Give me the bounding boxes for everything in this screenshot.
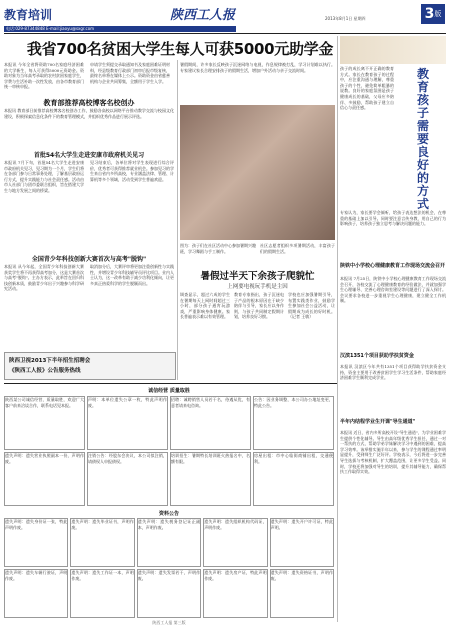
lead-article-col1: 本报讯 今年全省将资助700名家庭经济困难的大学新生，每人可获得5000元资助金。资助对象为当年高考录取的农村贫困家庭学生，学费与生活补助一次性发放，由各市教育部门统一审核申报。: [4, 62, 84, 90]
lower-section-title-2: 资料公告: [158, 511, 179, 517]
classified-item: 声明：本单位遗失公章一枚，特此声明作废。: [87, 396, 168, 450]
science-article-col2: 取消加分后，大赛评审将更加注重创新性与实践性，并增设青少年科技辅导员评比项目。业内人士认为，这一改革有助于减少功利化倾向，让更多真正热爱科学的学生脱颖而出。: [90, 264, 174, 286]
classified-item: 遗失声明：遗失营业执照副本一份，声明作废。: [4, 452, 85, 506]
center-article-col1: 调查显示，超过六成的学生在暑期每天上网时间超过三小时，部分孩子通宵玩游戏，严重影响身体健康。家长普遍表示难以有效管理。: [180, 292, 230, 320]
ad-line-1: 陕西卫视2013下半年招生招聘会: [9, 358, 91, 364]
notice-item: 遗失声明：遗失发票若干，声明作废。: [137, 569, 201, 618]
classified-item: 培训招生：暑期特长培训班火热报名中，名额有限。: [170, 452, 251, 506]
notice-item: 遗失声明：遗失组织机构代码证，声明作废。: [203, 518, 267, 567]
notice-item: 遗失声明：遗失毕业证书，声明作废。: [70, 518, 134, 567]
right-title-char: 子: [416, 106, 429, 120]
right-title-char: 孩: [416, 93, 429, 107]
right-title-char: 育: [416, 80, 429, 94]
classified-item: 陕西某公司诚信经营，质量取胜，欢迎广大客户前来洽谈合作，联系电话见本报。: [4, 396, 85, 450]
right-subhead-3: 半年内结程学业生开课"导生通道": [340, 419, 416, 425]
photo-caption-col1: 图为：孩子们在社区活动中心参加暑期兴趣班，学习舞蹈与手工制作。: [180, 243, 256, 254]
center-article-col2: 教育专家指出，孩子沉迷电子产品的根本原因在于缺少陪伴与引导，家长应以身作则，与孩子共同制定假期计划，培养良好习惯。: [234, 292, 284, 320]
right-intro: 孩子的成长离不开正确的教育方式。家长在教育孩子的过程中，应注重沟通与理解，尊重孩子的个性，避免简单粗暴的说教。良好的家庭氛围是孩子健康成长的基础，父母应多陪伴、多鼓励，帮助孩子建立自信心与责任感。: [340, 66, 394, 111]
blog-article: 本报讯 教育部日前推荐高校博客名校创办工作，鼓励各高校以网络平台推动教学交流与校园文化建设，积极探索信息化条件下的教育管理模式，并组织优秀作品进行展示评选。: [4, 108, 174, 119]
column-divider: [177, 60, 178, 380]
intern-article-col2: 见习结束后，各单位将对学生表现进行综合评价，优秀者可获得推荐就业机会。参加见习的学生来自省内多所高校，专业涵盖法律、管理、计算机等多个领域，活动受到学生普遍欢迎。: [90, 160, 174, 182]
right-title-char: 教: [416, 67, 429, 81]
center-subhead: 上网要电视玩手机是主因: [227, 284, 288, 290]
right-title-char: 好: [416, 158, 429, 172]
photo-caption-col2: 社区志愿者组织多项暑期活动，丰富孩子们的假期生活。: [260, 243, 335, 254]
right-article-2: 本报讯 汉滨区今年共有1351个项目获得助学扶贫资金支持，资金主要用于改善贫困学生学习生活条件，帮助家庭经济困难学生顺利完成学业。: [340, 364, 446, 381]
subhead-intern: 首批54名大学生走进安康市政府机关见习: [33, 152, 145, 159]
right-title-char: 良: [416, 145, 429, 159]
main-headline: 我省700名贫困大学生每人可获5000元助学金: [26, 40, 334, 58]
classifieds-grid-2: [4, 518, 334, 618]
contact-bar: 电话:029-87344848 E-mail:jiaoyu@sxgr.com: [4, 26, 236, 32]
intern-article-col1: 本报讯 7月下旬，首批54名大学生走进安康市政府机关见习，见习期为一个月，学生们将在各部门参与日常事务处理，了解基层政府运行方式，提升实践能力与社会责任感。活动由市人社部门与团市委联合组织，旨在搭建大学生与地方发展之间的桥梁。: [4, 160, 84, 193]
right-title-char: 式: [416, 197, 429, 211]
lead-article-col2: 申请学生须提交录取通知书及家庭困难证明材料，经县级教育行政部门初审后报市级复核，最终名单将在媒体上公示。资助资金由省慈善机构与企业共同筹集，全额用于学生入学。: [90, 62, 170, 84]
classified-item: 房屋出租：市中心临街商铺出租，交通便利。: [253, 452, 334, 506]
notice-item: 遗失声明：遗失车辆行驶证，声明作废。: [4, 569, 68, 618]
meta-right: 2013年8月1日 星期四: [325, 16, 366, 21]
right-subhead-1: 陕铁中小学校心理健康教育工作现场交流会召开: [340, 263, 446, 269]
right-title-char: 需: [416, 119, 429, 133]
notice-item: 遗失声明：遗失税务登记证正副本，声明作废。: [137, 518, 201, 567]
right-article-3: 本报讯 近日，省内多所高校开设"导生通道"，为学业困难学生提供个性化辅导。导生由高年级优秀学生担任，通过一对一帮扶的方式，帮助学弟学妹解决学习中遇到的困难，提高学习效率。该举措实施半年以来，参与学生的课程通过率明显提升，受到师生广泛好评。学校表示，今后将进一步完善导生选拔与考核机制，扩大覆盖范围，让更多学生受益。同时，学校还将加强对导生的培训，提升其辅导能力，确保帮扶工作取得实效。: [340, 430, 446, 475]
notice-item: 遗失声明：遗失房产证，特此声明作废。: [203, 569, 267, 618]
page-number-badge: [421, 4, 445, 24]
center-photo: [180, 105, 335, 240]
header-rule: [4, 33, 446, 34]
ad-line-2: 《陕西工人报》公告服务热线: [9, 368, 81, 374]
page-suffix: 版: [434, 10, 442, 18]
footer-text: 陕西工人报 第三版: [152, 620, 186, 625]
center-headline: 暑假过半天下余孩子爬貌忙: [200, 271, 315, 282]
notice-item: 遗失声明：遗失身份证一张，特此声明作废。: [4, 518, 68, 567]
classified-item: 注销公告：经股东会决议，本公司拟注销，请债权人申报债权。: [87, 452, 168, 506]
right-title-char: 方: [416, 184, 429, 198]
column-divider: [337, 36, 338, 622]
section-title: 教育培训: [4, 8, 53, 22]
right-subhead-2: 汉滨1351个项目获助学扶贫资金: [340, 353, 414, 359]
subhead-blog: 教育部推荐高校博客名校创办: [43, 99, 135, 107]
notice-item: 遗失声明：遗失开户许可证，特此声明。: [270, 518, 334, 567]
center-article-col3: 学校也应加强暑期引导，布置实践类作业，鼓励学生参加社会公益活动，让假期成为成长的好时机。（记者 王敏）: [288, 292, 335, 320]
classified-item: 公告：因业务调整，本公司办公地址变更，特此公告。: [253, 396, 334, 450]
right-column-title: [400, 68, 446, 218]
right-banner: [340, 36, 446, 64]
classified-item: 招聘：诚聘销售人员若干名，待遇从优，有意者请来电咨询。: [170, 396, 251, 450]
subhead-science: 全国青少年科技创新大赛首次与高考"脱钩": [31, 256, 147, 263]
lower-section-title-1: 诚信经营 质量取胜: [148, 388, 190, 394]
right-title-char: 的: [416, 171, 429, 185]
notice-item: 遗失声明：遗失资格证书，声明作废。: [270, 569, 334, 618]
science-article-col1: 本报讯 从今年起，全国青少年科技创新大赛获奖学生将不再获得高考加分，这是大赛首次与高考"脱钩"。主办方表示，此举旨在回归科技创新本质，鼓励青少年出于兴趣参与科学研究活动。: [4, 264, 84, 292]
lower-section-rule: [4, 383, 337, 384]
masthead: 陕西工人报: [170, 8, 236, 23]
right-title-char: 要: [416, 132, 429, 146]
right-article-body: 专家认为，家长要学会倾听，给孩子表达想法的机会，在尊重的基础上加以引导。同时要注意言传身教，用自己的行为影响孩子，培养孩子独立思考与解决问题的能力。: [340, 210, 446, 227]
center-article-top: 暑假期间，许多家长反映孩子沉迷网络与电视，作息规律被打乱，学习计划难以执行。专家建议家长合理安排孩子的假期生活，增加户外活动与亲子交流时间。: [180, 62, 335, 73]
ad-box: [4, 352, 176, 380]
page-number: 3: [424, 6, 435, 22]
right-article-1: 本报讯 7月25日，陕铁中小学校心理健康教育工作现场交流会召开，各校交流了心理健康教育的经验做法，并就加强学生心理辅导、完善心理咨询室建设等问题进行了深入探讨。会议要求各校进一步重视学生心理健康，建立健全工作机制。: [340, 276, 446, 304]
notice-item: 遗失声明：遗失工作证一本，声明作废。: [70, 569, 134, 618]
classifieds-grid-1: [4, 396, 334, 506]
